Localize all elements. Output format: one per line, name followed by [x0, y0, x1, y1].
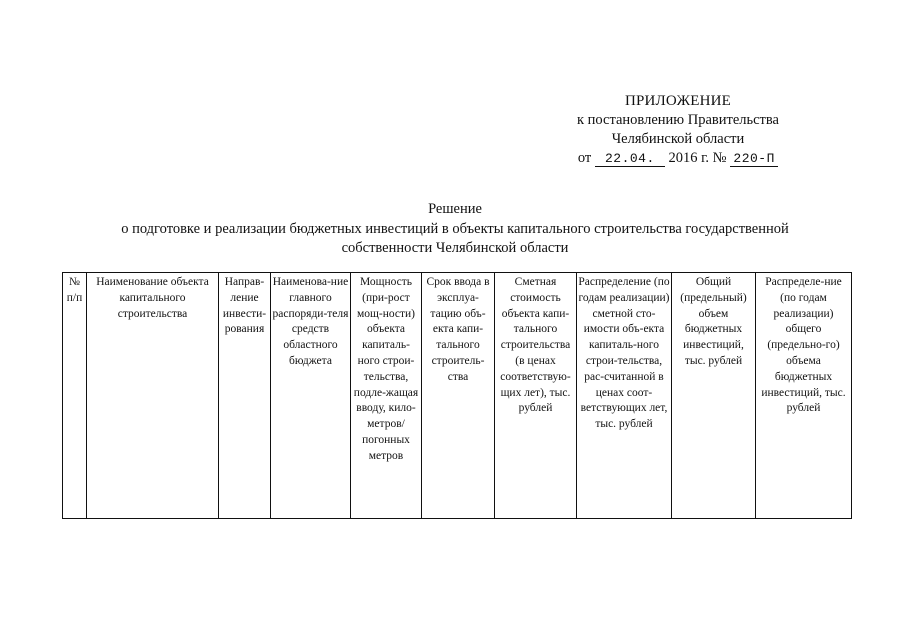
date-value: 22.04. — [595, 151, 665, 167]
appendix-line-1: к постановлению Правительства — [577, 112, 779, 128]
column-header-budget-manager: Наименова-ние главного распоряди-теля средств областного бюджета — [271, 273, 351, 519]
column-header-capacity: Мощность (при-рост мощ-ности) объекта капиталь-ного строи-тельства, подле-жащая вводу, кило-метров/ погонных метров — [351, 273, 422, 519]
investment-table — [62, 272, 852, 519]
column-header-number: № п/п — [63, 273, 87, 519]
title-line-1: Решение — [428, 201, 482, 217]
title-line-2: о подготовке и реализации бюджетных инвестиций в объекты капитального строительства государственной — [121, 220, 789, 237]
appendix-heading: ПРИЛОЖЕНИЕ — [624, 93, 732, 109]
appendix-line-2: Челябинской области — [611, 131, 745, 147]
column-header-cost-distribution: Распределение (по годам реализации) сметной сто-имости объ-екта капиталь-ного строи-тельства, рас-считанной в ценах соот-ветствующих лет, тыс. рублей — [577, 273, 672, 519]
table-header-row — [63, 273, 852, 519]
column-header-investment-direction: Направ-ление инвести-рования — [219, 273, 271, 519]
appendix-date-line — [548, 149, 808, 168]
column-header-investment-distribution: Распределе-ние (по годам реализации) общего (предельно-го) объема бюджетных инвестиций, тыс. рублей — [756, 273, 852, 519]
date-prefix: от — [577, 150, 592, 166]
column-header-object-name: Наименование объекта капитального строительства — [87, 273, 219, 519]
decree-number: 220-П — [730, 151, 778, 167]
column-header-total-investment: Общий (предельный) объем бюджетных инвестиций, тыс. рублей — [672, 273, 756, 519]
document-title — [100, 200, 810, 259]
title-line-3: собственности Челябинской области — [341, 240, 569, 256]
appendix-block — [548, 92, 808, 168]
date-year: 2016 г. № — [668, 150, 727, 166]
column-header-estimated-cost: Сметная стоимость объекта капи-тального строительства (в ценах соответствую-щих лет), тыс. рублей — [495, 273, 577, 519]
column-header-commissioning-date: Срок ввода в эксплуа-тацию объ-екта капи-тального строитель-ства — [422, 273, 495, 519]
